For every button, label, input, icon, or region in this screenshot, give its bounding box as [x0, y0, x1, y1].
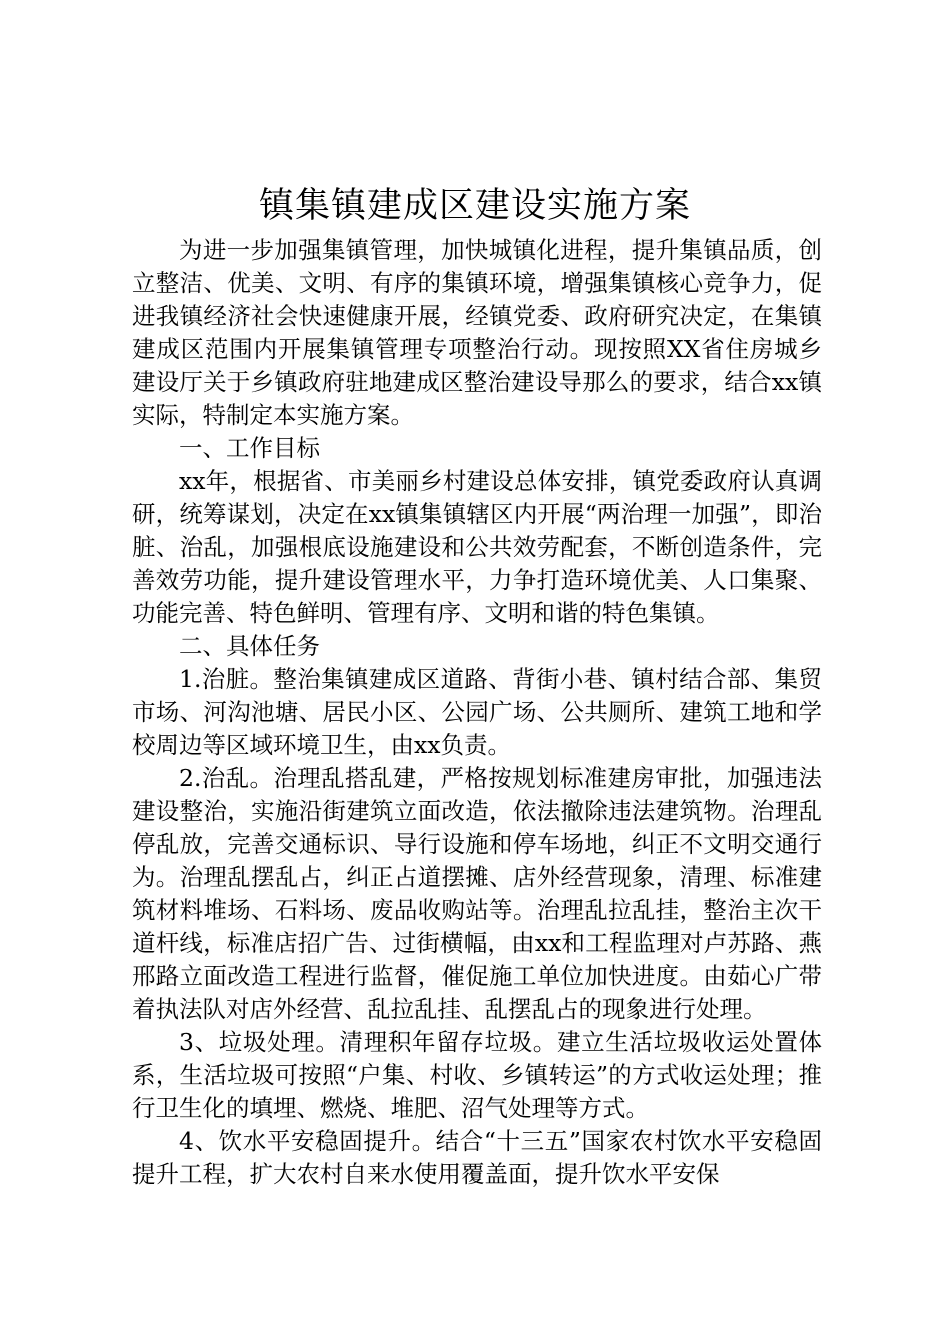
task-item-3: 3、垃圾处理。清理积年留存垃圾。建立生活垃圾收运处置体系，生活垃圾可按照“户集、村收、乡镇转运”的方式收运处理；推行卫生化的填埋、燃烧、堆肥、沼气处理等方式。: [132, 1028, 822, 1122]
section-heading-tasks: 二、具体任务: [179, 632, 320, 660]
task-item-1: 1.治脏。整治集镇建成区道路、背街小巷、镇村结合部、集贸市场、河沟池塘、居民小区、公园广场、公共厕所、建筑工地和学校周边等区域环境卫生，由xx负责。: [132, 665, 822, 759]
task-item-4: 4、饮水平安稳固提升。结合“十三五”国家农村饮水平安稳固提升工程，扩大农村自来水使用覆盖面，提升饮水平安保: [132, 1127, 822, 1188]
document-title: 镇集镇建成区建设实施方案: [258, 186, 691, 226]
intro-paragraph: 为进一步加强集镇管理，加快城镇化进程，提升集镇品质，创立整洁、优美、文明、有序的集镇环境，增强集镇核心竞争力，促进我镇经济社会快速健康开展，经镇党委、政府研究决定，在集镇建成区范围内开展集镇管理专项整治行动。现按照XX省住房城乡建设厅关于乡镇政府驻地建成区整治建设导那么的要求，结合xx镇实际，特制定本实施方案。: [132, 236, 822, 429]
task-item-2: 2.治乱。治理乱搭乱建，严格按规划标准建房审批，加强违法建设整治，实施沿街建筑立面改造，依法撤除违法建筑物。治理乱停乱放，完善交通标识、导行设施和停车场地，纠正不文明交通行为。治理乱摆乱占，纠正占道摆摊、店外经营现象，清理、标准建筑材料堆场、石料场、废品收购站等。治理乱拉乱挂，整治主次干道杆线，标准店招广告、过街横幅，由xx和工程监理对卢苏路、燕邢路立面改造工程进行监督，催促施工单位加快进度。由茹心广带着执法队对店外经营、乱拉乱挂、乱摆乱占的现象进行处理。: [132, 764, 822, 1023]
document-body: [132, 234, 822, 1191]
section-heading-goals: 一、工作目标: [179, 434, 320, 462]
goals-paragraph: xx年，根据省、市美丽乡村建设总体安排，镇党委政府认真调研，统筹谋划，决定在xx镇集镇辖区内开展“两治理一加强”，即治脏、治乱，加强根底设施建设和公共效劳配套，不断创造条件，完善效劳功能，提升建设管理水平，力争打造环境优美、人口集聚、功能完善、特色鲜明、管理有序、文明和谐的特色集镇。: [132, 467, 822, 627]
